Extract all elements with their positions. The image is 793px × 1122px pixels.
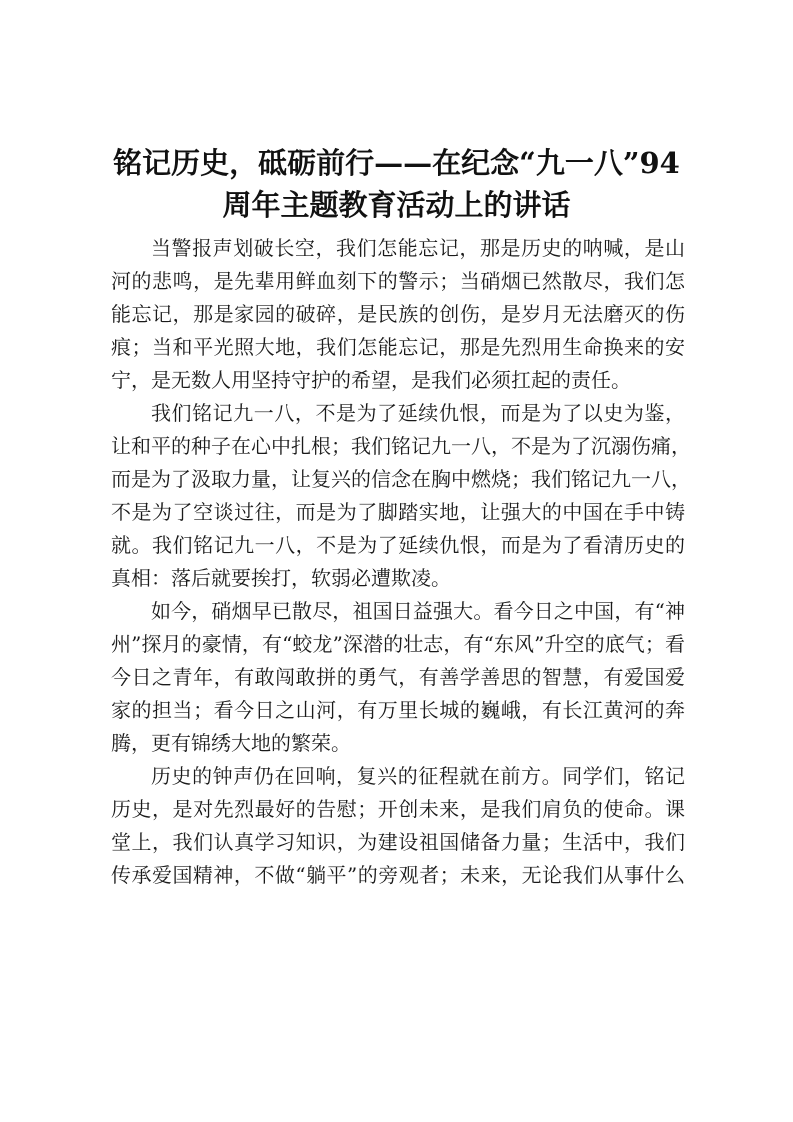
document-body [111, 232, 691, 892]
paragraph-line: 家的担当；看今日之山河，有万里长城的巍峨，有长江黄河的奔 [111, 698, 685, 722]
paragraph-2 [111, 397, 691, 595]
paragraph-1 [111, 232, 685, 397]
paragraph-line: 州”探月的豪情，有“蛟龙”深潜的壮志，有“东风”升空的底气；看 [111, 632, 685, 656]
paragraph-line: 历史的钟声仍在回响，复兴的征程就在前方。同学们，铭记 [151, 764, 685, 788]
paragraph-line: 河的悲鸣，是先辈用鲜血刻下的警示；当硝烟已然散尽，我们怎 [111, 269, 685, 293]
paragraph-4 [111, 760, 685, 892]
paragraph-line: 历史，是对先烈最好的告慰；开创未来，是我们肩负的使命。课 [111, 797, 685, 821]
paragraph-line: 不是为了空谈过往，而是为了脚踏实地，让强大的中国在手中铸 [111, 500, 685, 524]
paragraph-line: 真相：落后就要挨打，软弱必遭欺凌。 [111, 566, 451, 590]
title-line-2: 周年主题教育活动上的讲话 [222, 188, 571, 222]
paragraph-line: 就。我们铭记九一八，不是为了延续仇恨，而是为了看清历史的 [111, 533, 685, 557]
paragraph-line: 宁，是无数人用坚持守护的希望，是我们必须扛起的责任。 [111, 368, 631, 392]
paragraph-line: 传承爱国精神，不做“躺平”的旁观者；未来，无论我们从事什么 [111, 863, 685, 887]
paragraph-line: 如今，硝烟早已散尽，祖国日益强大。看今日之中国，有“神 [151, 599, 685, 623]
paragraph-line: 腾，更有锦绣大地的繁荣。 [111, 731, 351, 755]
paragraph-line: 让和平的种子在心中扎根；我们铭记九一八，不是为了沉溺伤痛， [111, 434, 691, 458]
paragraph-3 [111, 595, 685, 760]
paragraph-line: 今日之青年，有敢闯敢拼的勇气，有善学善思的智慧，有爱国爱 [111, 665, 685, 689]
paragraph-line: 而是为了汲取力量，让复兴的信念在胸中燃烧；我们铭记九一八， [111, 467, 691, 491]
title-line-1: 铭记历史，砥砺前行——在纪念“九一八”94 [113, 146, 680, 180]
paragraph-line: 我们铭记九一八，不是为了延续仇恨，而是为了以史为鉴， [151, 401, 685, 425]
document-title [100, 142, 693, 226]
paragraph-line: 痕；当和平光照大地，我们怎能忘记，那是先烈用生命换来的安 [111, 335, 685, 359]
paragraph-line: 堂上，我们认真学习知识，为建设祖国储备力量；生活中，我们 [111, 830, 685, 854]
paragraph-line: 当警报声划破长空，我们怎能忘记，那是历史的呐喊，是山 [151, 236, 685, 260]
paragraph-line: 能忘记，那是家园的破碎，是民族的创伤，是岁月无法磨灭的伤 [111, 302, 685, 326]
